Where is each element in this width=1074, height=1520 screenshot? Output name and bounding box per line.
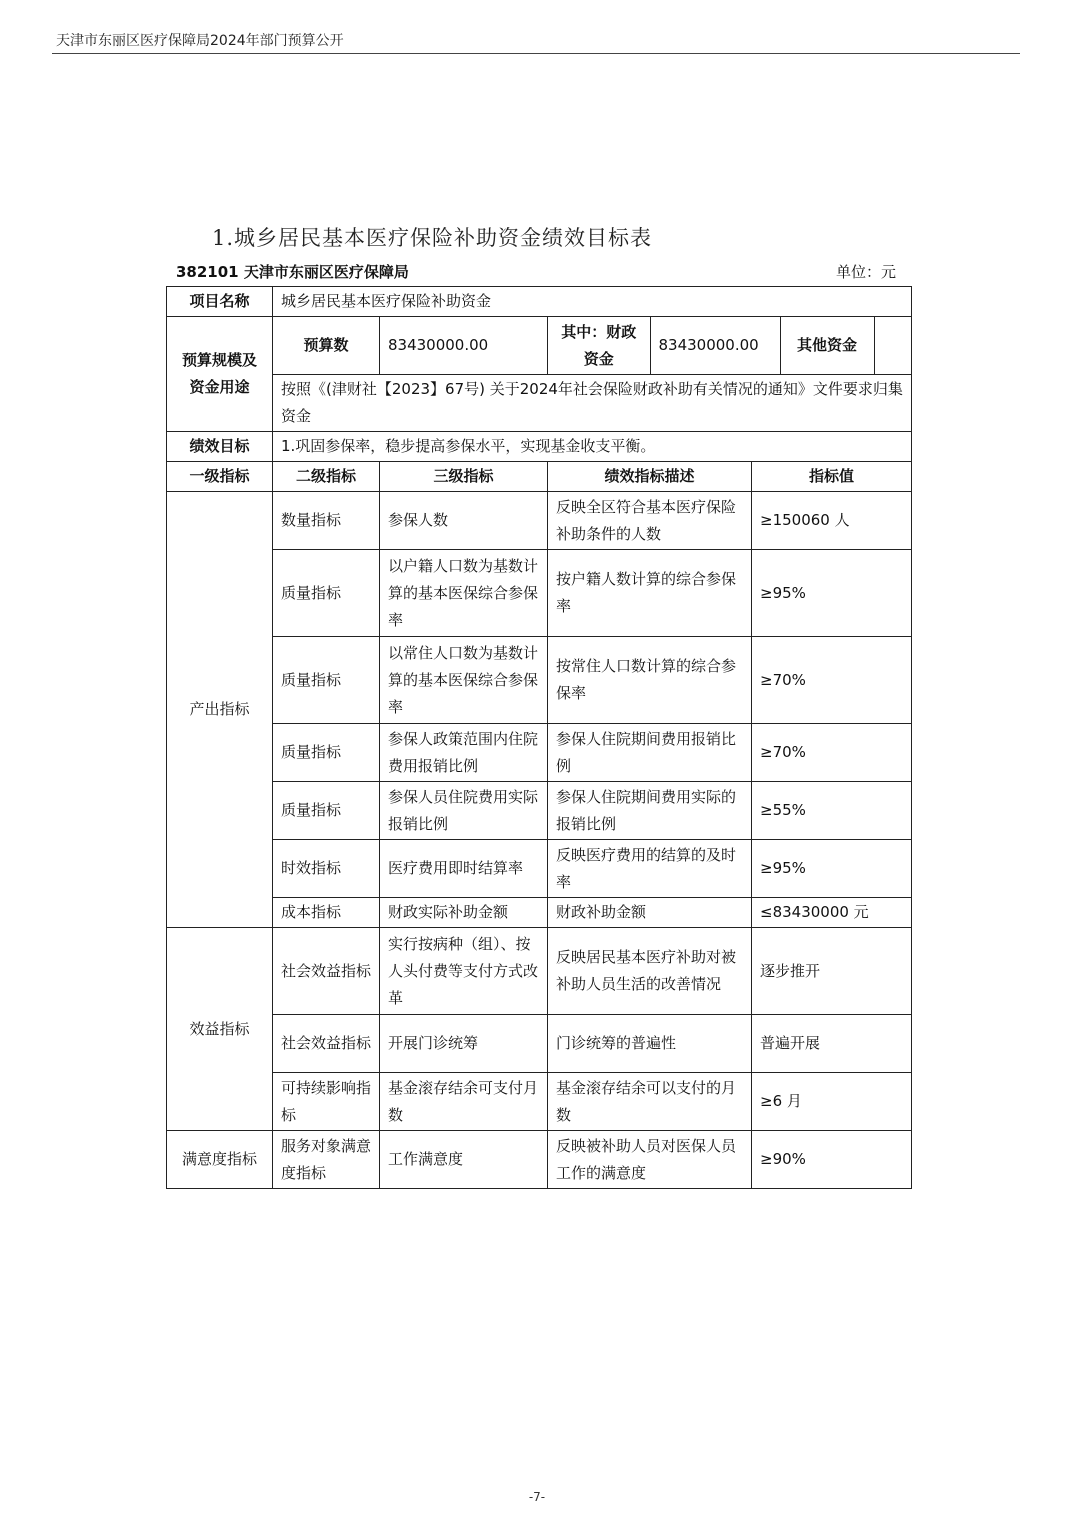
- column-header: 一级指标: [167, 462, 273, 492]
- indicator-description: 财政补助金额: [548, 898, 752, 928]
- table-row: [167, 550, 912, 637]
- performance-target-table: [166, 286, 912, 1189]
- table-row: [167, 782, 912, 840]
- level2-indicator: 社会效益指标: [273, 1015, 380, 1073]
- document-header: 天津市东丽区医疗保障局2024年部门预算公开: [56, 33, 344, 49]
- level2-indicator: 质量指标: [273, 782, 380, 840]
- level2-indicator: 成本指标: [273, 898, 380, 928]
- level3-indicator: 实行按病种（组）、按人头付费等支付方式改革: [380, 928, 548, 1015]
- currency-unit: 单位：元: [836, 263, 897, 281]
- table-row: [167, 1015, 912, 1073]
- level3-indicator: 参保人员住院费用实际报销比例: [380, 782, 548, 840]
- level2-indicator: 可持续影响指标: [273, 1073, 380, 1131]
- indicator-value: 普遍开展: [752, 1015, 912, 1073]
- level3-indicator: 财政实际补助金额: [380, 898, 548, 928]
- table-row: [167, 1131, 912, 1189]
- level2-indicator: 服务对象满意度指标: [273, 1131, 380, 1189]
- other-funds-value: [874, 317, 911, 374]
- indicator-description: 按常住人口数计算的综合参保率: [548, 637, 752, 724]
- indicator-description: 基金滚存结余可以支付的月数: [548, 1073, 752, 1131]
- indicator-value: ≥90%: [752, 1131, 912, 1189]
- indicator-description: 参保人住院期间费用实际的报销比例: [548, 782, 752, 840]
- level2-indicator: 质量指标: [273, 724, 380, 782]
- table-row: [167, 637, 912, 724]
- indicator-description: 反映居民基本医疗补助对被补助人员生活的改善情况: [548, 928, 752, 1015]
- table-row: [167, 928, 912, 1015]
- budget-amount-label: 预算数: [273, 317, 380, 375]
- indicator-description: 门诊统筹的普遍性: [548, 1015, 752, 1073]
- fiscal-funds-label: 其中：财政资金: [548, 317, 650, 374]
- level3-indicator: 参保人数: [380, 492, 548, 550]
- level3-indicator: 工作满意度: [380, 1131, 548, 1189]
- level3-indicator: 基金滚存结余可支付月数: [380, 1073, 548, 1131]
- level3-indicator: 参保人政策范围内住院费用报销比例: [380, 724, 548, 782]
- project-name-row: [167, 287, 912, 317]
- goal-row: [167, 432, 912, 462]
- level3-indicator: 以户籍人口数为基数计算的基本医保综合参保率: [380, 550, 548, 637]
- column-header: 绩效指标描述: [548, 462, 752, 492]
- indicator-value: ≥6 月: [752, 1073, 912, 1131]
- budget-amount-value: 83430000.00: [380, 317, 548, 375]
- indicator-description: 反映医疗费用的结算的及时率: [548, 840, 752, 898]
- level2-indicator: 质量指标: [273, 550, 380, 637]
- indicator-description: 参保人住院期间费用报销比例: [548, 724, 752, 782]
- indicator-description: 反映被补助人员对医保人员工作的满意度: [548, 1131, 752, 1189]
- table-row: [167, 1073, 912, 1131]
- budget-row: [167, 317, 912, 375]
- header-divider: [52, 53, 1020, 54]
- level1-indicator: 产出指标: [167, 492, 273, 928]
- goal-value: 1.巩固参保率，稳步提高参保水平，实现基金收支平衡。: [273, 432, 912, 462]
- column-header: 二级指标: [273, 462, 380, 492]
- indicator-value: 逐步推开: [752, 928, 912, 1015]
- indicator-value: ≥70%: [752, 724, 912, 782]
- column-header: 指标值: [752, 462, 912, 492]
- project-name-value: 城乡居民基本医疗保险补助资金: [273, 287, 912, 317]
- organization-code: 382101 天津市东丽区医疗保障局: [176, 263, 409, 281]
- fund-purpose: 按照《(津财社【2023】67号) 关于2024年社会保险财政补助有关情况的通知》文件要求归集资金: [273, 375, 912, 432]
- indicator-value: ≥70%: [752, 637, 912, 724]
- level2-indicator: 质量指标: [273, 637, 380, 724]
- level3-indicator: 开展门诊统筹: [380, 1015, 548, 1073]
- indicator-value: ≥55%: [752, 782, 912, 840]
- level2-indicator: 时效指标: [273, 840, 380, 898]
- project-name-label: 项目名称: [167, 287, 273, 317]
- indicator-description: 反映全区符合基本医疗保险补助条件的人数: [548, 492, 752, 550]
- other-funds-label: 其他资金: [780, 317, 874, 374]
- level3-indicator: 以常住人口数为基数计算的基本医保综合参保率: [380, 637, 548, 724]
- level2-indicator: 数量指标: [273, 492, 380, 550]
- page-number: -7-: [528, 1490, 546, 1504]
- column-header: 三级指标: [380, 462, 548, 492]
- table-row: [167, 840, 912, 898]
- table-row: [167, 724, 912, 782]
- indicator-value: ≥95%: [752, 550, 912, 637]
- budget-scope-label: 预算规模及资金用途: [167, 317, 273, 432]
- indicator-value: ≥95%: [752, 840, 912, 898]
- page-title: 1.城乡居民基本医疗保险补助资金绩效目标表: [212, 226, 653, 250]
- goal-label: 绩效目标: [167, 432, 273, 462]
- table-row: [167, 898, 912, 928]
- column-header-row: [167, 462, 912, 492]
- indicator-description: 按户籍人数计算的综合参保率: [548, 550, 752, 637]
- fiscal-funds-subtable: [548, 317, 911, 374]
- purpose-row: [167, 375, 912, 432]
- indicator-value: ≥150060 人: [752, 492, 912, 550]
- level1-indicator: 效益指标: [167, 928, 273, 1131]
- level2-indicator: 社会效益指标: [273, 928, 380, 1015]
- fiscal-funds-value: 83430000.00: [650, 317, 780, 374]
- indicator-value: ≤83430000 元: [752, 898, 912, 928]
- level1-indicator: 满意度指标: [167, 1131, 273, 1189]
- table-row: [167, 492, 912, 550]
- level3-indicator: 医疗费用即时结算率: [380, 840, 548, 898]
